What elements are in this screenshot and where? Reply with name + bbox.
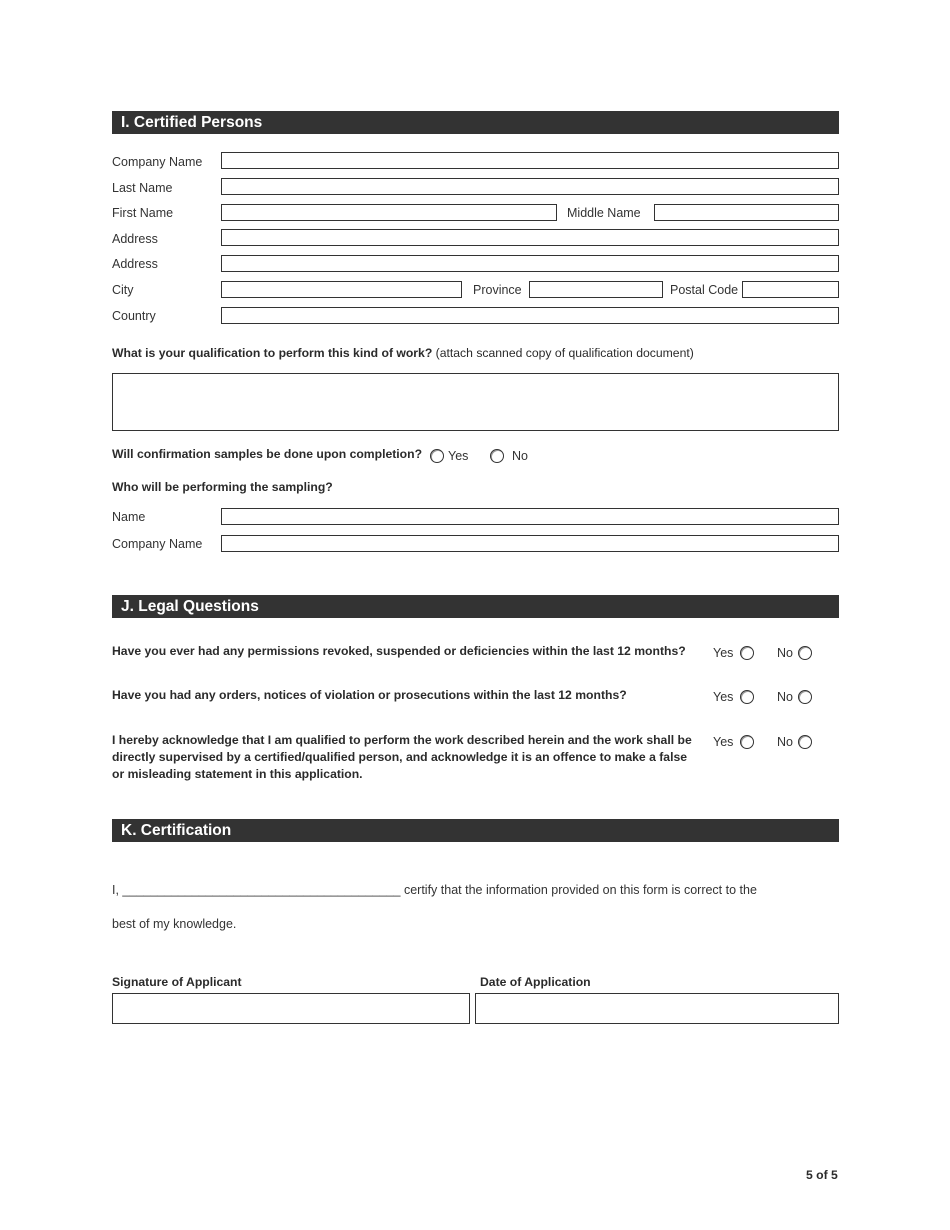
confirmation-no-radio[interactable] [490, 449, 504, 463]
legal-q3-no-radio[interactable] [798, 735, 812, 749]
city-field[interactable] [221, 281, 462, 298]
qualification-note: (attach scanned copy of qualification document) [435, 346, 694, 360]
legal-question-1: Have you ever had any permissions revoked, suspended or deficiencies within the last 12 months? [112, 644, 686, 658]
section-i-header: I. Certified Persons [112, 111, 839, 134]
legal-q3-yes-label: Yes [713, 735, 734, 749]
first-name-label: First Name [112, 206, 174, 220]
legal-q2-yes-label: Yes [713, 690, 734, 704]
postal-code-field[interactable] [742, 281, 839, 298]
certification-statement-line-2: best of my knowledge. [112, 917, 237, 931]
confirmation-no-label: No [512, 449, 528, 463]
confirmation-yes-radio[interactable] [430, 449, 444, 463]
signature-label: Signature of Applicant [112, 975, 242, 989]
legal-q3-line-3: or misleading statement in this application. [112, 767, 363, 781]
sampler-company-field[interactable] [221, 535, 839, 552]
legal-q2-yes-radio[interactable] [740, 690, 754, 704]
address2-label: Address [112, 257, 158, 271]
confirmation-yes-label: Yes [448, 449, 469, 463]
legal-q3-line-1: I hereby acknowledge that I am qualified to perform the work described herein and the work shall be [112, 733, 692, 747]
last-name-field[interactable] [221, 178, 839, 195]
legal-q2-no-label: No [777, 690, 793, 704]
city-label: City [112, 283, 134, 297]
qualification-textarea[interactable] [112, 373, 839, 431]
country-field[interactable] [221, 307, 839, 324]
legal-q1-no-radio[interactable] [798, 646, 812, 660]
qualification-question [112, 346, 694, 360]
section-j-header: J. Legal Questions [112, 595, 839, 618]
legal-q1-yes-radio[interactable] [740, 646, 754, 660]
legal-question-2: Have you had any orders, notices of violation or prosecutions within the last 12 months? [112, 688, 627, 702]
section-k-header: K. Certification [112, 819, 839, 842]
legal-q3-line-2: directly supervised by a certified/qualified person, and acknowledge it is an offence to make a false [112, 750, 688, 764]
date-field[interactable] [475, 993, 839, 1024]
middle-name-label: Middle Name [567, 206, 641, 220]
company-name-field[interactable] [221, 152, 839, 169]
legal-q2-no-radio[interactable] [798, 690, 812, 704]
legal-q1-yes-label: Yes [713, 646, 734, 660]
qualification-question-text: What is your qualification to perform this kind of work? [112, 346, 433, 360]
sampler-name-field[interactable] [221, 508, 839, 525]
legal-question-3 [112, 732, 692, 783]
address1-label: Address [112, 232, 158, 246]
sampler-company-label: Company Name [112, 537, 203, 551]
address2-field[interactable] [221, 255, 839, 272]
legal-q1-no-label: No [777, 646, 793, 660]
certification-statement-line-1: I, ________________________________________ certify that the information provided on this form is correct to the [112, 883, 757, 897]
company-name-label: Company Name [112, 155, 203, 169]
legal-q3-no-label: No [777, 735, 793, 749]
province-label: Province [473, 283, 522, 297]
confirmation-question: Will confirmation samples be done upon completion? [112, 447, 423, 461]
postal-code-label: Postal Code [670, 283, 739, 297]
sampling-question: Who will be performing the sampling? [112, 480, 333, 494]
signature-field[interactable] [112, 993, 470, 1024]
last-name-label: Last Name [112, 181, 173, 195]
country-label: Country [112, 309, 156, 323]
first-name-field[interactable] [221, 204, 557, 221]
page-number: 5 of 5 [806, 1168, 838, 1182]
province-field[interactable] [529, 281, 663, 298]
sampler-name-label: Name [112, 510, 146, 524]
legal-q3-yes-radio[interactable] [740, 735, 754, 749]
middle-name-field[interactable] [654, 204, 839, 221]
date-label: Date of Application [480, 975, 591, 989]
address1-field[interactable] [221, 229, 839, 246]
